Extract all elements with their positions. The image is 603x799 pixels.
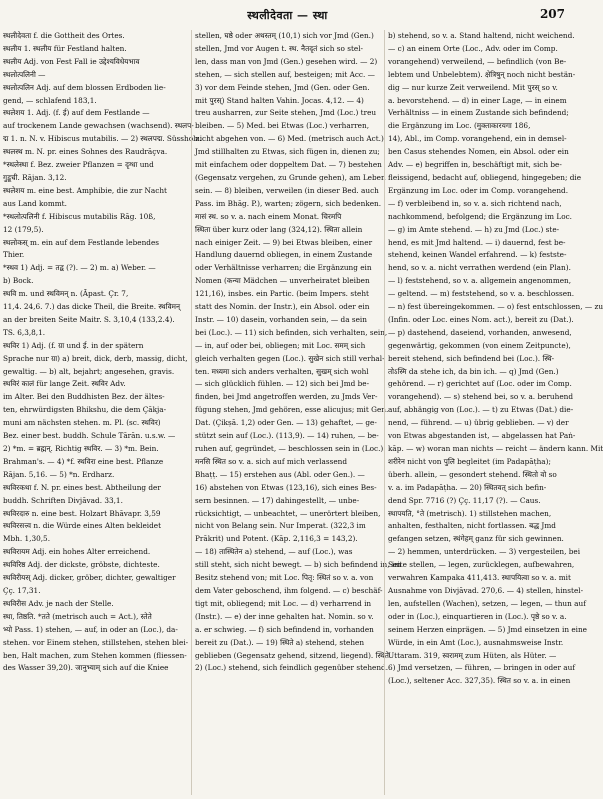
text-line: Seite stellen, — legen, zurücklegen, aufbewahren,	[388, 560, 575, 570]
text-line: — f) verbleibend in, so v. a. sich richtend nach,	[388, 198, 562, 208]
text-line: ben, Halt machen, zum Stehen kommen (fliessen-	[3, 650, 187, 660]
text-line: nachkommend, befolgend; die Ergänzung im Loc.	[388, 211, 573, 221]
text-line: buddh. Schriften Divjāvad. 33,1.	[3, 495, 123, 505]
text-line: Verhältniss — in einem Zustande sich befindend;	[388, 108, 569, 118]
text-line: स्था, तिष्ठति. *तते (metrisch auch = Act.), स्तेते	[3, 611, 152, 621]
text-line: auf trockenem Lande gewachsen (wachsend). स्थलप-	[3, 121, 194, 131]
text-line: स्थलोत्पलिन Adj. auf dem blossen Erdboden lie-	[3, 82, 166, 92]
text-line: स्थविरसत्त्व n. die Würde eines Alten bekleidet	[3, 521, 162, 531]
text-line: Thier.	[3, 250, 25, 260]
text-line: स्थलस्थ m. N. pr. eines Sohnes des Raudrāçva.	[3, 147, 168, 157]
text-line: — 2) hemmen, unterdrücken. — 3) vergesteilen, bei	[388, 547, 581, 557]
text-line: statt des Nomin. der Instr.), ein Absol. oder ein	[195, 302, 370, 312]
text-line: stellen, घष्ठे oder अथस्तम् (10,1) sich vor Jmd (Gen.)	[195, 31, 374, 40]
text-line: ten, ehrwürdigsten Bhikshu, die dem Çākja-	[3, 405, 167, 415]
text-line: — c) an einem Orte (Loc., Adv. oder im Comp.	[388, 43, 558, 53]
text-line: Bhaṭṭ. — 15) erstehen aus (Abl. oder Gen.). —	[195, 469, 365, 479]
text-line: dend Spr. 7716 (?) Çç. 11,17 (?). — Caus.	[388, 495, 541, 505]
page-number: 207	[539, 7, 565, 21]
text-line: v. a. im Padapāṭha. — 20) स्थितवत् sich befin-	[388, 482, 547, 492]
text-line: स्थलीदेवता f. die Gottheit des Ortes.	[3, 31, 125, 40]
text-line: aus Land kommt.	[3, 198, 67, 208]
text-line: 3) vor dem Feinde stehen, Jmd (Gen. oder Gen.	[195, 82, 370, 92]
text-line: finden, bei Jmd angetroffen werden, zu Jmds Ver-	[195, 392, 378, 402]
text-line: Jmd stillhalten zu Etwas, sich fügen in, dienen zu;	[195, 147, 380, 157]
text-line: auf, abhängig von (Loc.). — t) zu Etwas (Dat.) die-	[388, 405, 574, 415]
text-line: Ausnahme von Divjāvad. 270,6. — 4) stellen, hinstel-	[388, 585, 584, 595]
text-line: मासं स्थ. so v. a. nach einem Monat. चिरमपि	[195, 211, 342, 221]
text-line: स्थविरकथा f. N. pr. eines best. Abtheilung der	[3, 482, 161, 492]
text-line: sern besinnen. — 17) dahingestellt, — unbe-	[195, 495, 360, 505]
text-line: स्थविरिष्ठ Adj. der dickste, gröbste, dichteste.	[3, 560, 160, 570]
text-line: gend, — schlafend 183,1.	[3, 95, 97, 105]
text-line: Rājan. 5,16. — 5) *n. Erdharz.	[3, 469, 115, 479]
text-line: स्थविरदारु n. eine best. Holzart Bhāvapr. 3,59	[3, 508, 161, 518]
text-line: an der breiten Seite Maitr. S. 3,10,4 (133,2.4).	[3, 314, 175, 324]
text-line: — in, auf oder bei, obliegen; mit Loc. समम् sich	[195, 340, 366, 350]
text-line: von Etwas abgestanden ist, — abgelassen hat Paṅ-	[388, 431, 576, 441]
text-line: तोऽस्मि da stehe ich, da bin ich. — q) Jmd (Gen.)	[388, 366, 559, 376]
text-line: im Alter. Bei den Buddhisten Bez. der ältes-	[3, 392, 165, 402]
text-line: स्थलोकस् m. ein auf dem Festlande lebendes	[3, 237, 160, 247]
text-line: 12 (179,5).	[3, 224, 44, 234]
column-3	[384, 30, 603, 795]
text-line: gegenwärtig, gekommen (von einem Zeitpuncte),	[388, 340, 571, 350]
text-line: hend, so v. a. nicht verrathen werdend (ein Plan).	[388, 263, 571, 273]
text-line: द्म 1. n. N. v. Hibiscus mutabilis. — 2) स्थलपद्म. Süssholz.	[3, 134, 202, 144]
text-line: स्थवि m. und स्थविमन् n. (Āpast. Çr. 7,	[3, 289, 129, 299]
text-line: gewaltig. — b) alt, bejahrt; angesehen, gravis.	[3, 366, 175, 376]
text-line: Nomen (कन्या Mädchen — unverheiratet bleiben	[195, 276, 370, 286]
text-line: die Ergänzung im Loc. (मुक्ताकारयगा 186,	[388, 121, 531, 131]
text-line: stellen, Jmd vor Augen t. स्थ. नैतदृतं sich so stel-	[195, 43, 364, 53]
text-line: dig — nur kurze Zeit verweilend. Mit पुरस् so v.	[388, 82, 558, 92]
text-line: treu ausharren, zur Seite stehen, Jmd (Loc.) treu	[195, 108, 377, 118]
text-line: bereit stehend, sich befindend bei (Loc.). स्थि-	[388, 353, 555, 363]
text-line: स्थलीय Adj. von Fest Fall ie उद्देश्यविधेयभाव	[3, 56, 140, 66]
text-line: mit einfachem oder doppeltem Dat. — 7) bestehen	[195, 160, 382, 170]
running-head: स्थलीदेवता — स्था	[247, 9, 328, 22]
text-line: Mbh. 1,30,5.	[3, 534, 51, 544]
text-line: b) Bock.	[3, 276, 34, 286]
text-line: *स्थलेस्था f. Bez. zweier Pflanzen = दृग्धा und	[3, 160, 154, 170]
text-line: *स्थलोत्पलिनी f. Hibiscus mutabilis Rāg. 10ß,	[3, 211, 156, 221]
column-2	[191, 30, 402, 795]
text-line: — sich glücklich fühlen. — 12) sich bei Jmd be-	[195, 379, 370, 389]
text-line: Çç. 17,31.	[3, 585, 41, 595]
text-line: gleich verhalten gegen (Loc.). सुखेन sich still verhal-	[195, 353, 385, 363]
text-line: 6) Jmd versetzen, — führen, — bringen in oder auf	[388, 663, 576, 673]
text-line: Adv. — e) begriffen in, beschäftigt mit, sich be-	[388, 160, 562, 170]
text-line: seinem Herzen einprägen. — 5) Jmd einsetzen in eine	[388, 624, 588, 634]
text-line: Bez. einer best. buddh. Schule Tārān. u.s.w. —	[3, 431, 176, 441]
text-line: Würde, in ein Amt (Loc.), ausnahmsweise Instr.	[388, 637, 564, 647]
text-line: fleissigend, bedacht auf, obliegend, hingegeben; die	[388, 172, 582, 182]
text-line: stehen, — sich stellen auf, besteigen; mit Acc. —	[195, 69, 375, 79]
text-line: Pass. im Bhāg. P.), warten; zögern, sich bedenken.	[195, 198, 382, 208]
text-line: anhalten, festhalten, nicht fortlassen. बद्ध Jmd	[388, 521, 556, 531]
text-line: len, aufstellen (Wachen), setzen, — legen, — thun auf	[388, 598, 586, 608]
text-line: स्थिता über kurz oder lang (324,12). स्थिता allein	[195, 224, 363, 234]
text-line: gefangen setzen, स्थंगेहम् ganz für sich gewinnen.	[388, 534, 564, 544]
text-line: Ergänzung im Loc. oder im Comp. vorangehend.	[388, 185, 569, 195]
text-line: स्थलेशय m. eine best. Amphibie, die zur Nacht	[3, 185, 167, 195]
text-line: (Gegensatz vergehen, zu Grunde gehen), am Leben	[195, 172, 386, 182]
text-line: nach einiger Zeit. — 9) bei Etwas bleiben, einer	[195, 237, 373, 247]
text-line: *स्थव 1) Adj. = तद्व (?). — 2) m. a) Weber. —	[3, 263, 156, 273]
text-line: Prākrit) und Potent. (Kāp. 2,116,3 = 143,2).	[195, 534, 358, 544]
text-line: — n) fest übereingekommen. — o) fest entschlossen, — zu	[388, 302, 603, 312]
text-line: Besitz stehend von; mit Loc. पितृ: स्थितं so v. a. von	[195, 573, 374, 583]
text-line: ten. मध्यमा sich anders verhalten, सुखम् sich wohl	[195, 366, 369, 376]
column-1	[2, 30, 202, 795]
text-line: स्थविरीयस् Adj. dicker, gröber, dichter, gewaltiger	[3, 573, 176, 583]
text-line: dem Vater geboschend, ihm folgend. — c) beschäf-	[195, 585, 383, 595]
text-line: muni am nächsten stehen. m. Pl. (sc. स्थविर)	[3, 418, 161, 428]
text-line: स्थलेशय 1. Adj. (f. ई) auf dem Festlande —	[3, 108, 150, 118]
text-line: vorangehend) verweilend, — befindlich (von Be-	[388, 56, 567, 66]
text-line: (Instr.). — e) der inne gehalten hat. Nomin. so v.	[195, 611, 374, 621]
text-line: stehend, keinen Wandel erfahrend. — k) festste-	[388, 250, 567, 260]
text-line: sein. — 8) bleiben, verweilen (in dieser Bed. auch	[195, 185, 379, 195]
text-line: kāp. — w) woran man nichts — reicht — ändern kann. Mit	[388, 444, 603, 453]
text-line: ben Casus stehendes Nomen, ein Absol. oder ein	[388, 147, 569, 157]
text-line: 11,4. 24,6. 7.) das dicke Theil, die Breite. स्थविमन्	[3, 302, 181, 312]
text-line: ruhen auf, gegründet, — beschlossen sein in (Loc.).	[195, 444, 386, 453]
text-line: (Infin. oder Loc. eines Nom. act.), bereit zu (Dat.).	[388, 314, 574, 324]
text-line: Handlung dauernd obliegen, in einem Zustande	[195, 250, 373, 260]
text-columns	[2, 30, 603, 795]
text-line: — l) feststehend, so v. a. allgemein angenommen,	[388, 276, 572, 286]
text-line: 14), Abl., im Comp. vorangehend, ein in demsel-	[388, 134, 567, 144]
text-line: Sprache nur ग्रा) a) breit, dick, derb, massig, dicht,	[3, 353, 188, 363]
text-line: मनसि स्थित so v. a. sich auf mich verlassend	[195, 456, 348, 466]
text-line: b) stehend, so v. a. Stand haltend, nicht weichend.	[388, 31, 575, 40]
text-line: bereit zu (Dat.). — 19) स्थिते a) stehend, stehen	[195, 637, 365, 647]
text-line: Uttaram. 319, स्वरामम् zum Hüten, als Hüter. —	[388, 650, 557, 660]
text-line: (Loc.), seltener Acc. 327,35). स्थित so v. a. in einen	[388, 676, 571, 686]
text-line: stützt sein auf (Loc.). (113,9). — 14) ruhen, — be-	[195, 431, 379, 441]
text-line: oder Verhältnisse verharren; die Ergänzung ein	[195, 263, 372, 273]
text-line: गुडूची. Rājan. 3,12.	[3, 172, 67, 182]
text-line: a. er schwieg. — f) sich befindend in, vorhanden	[195, 624, 374, 634]
text-line: स्थविरं कालं für lange Zeit. स्थविर Adv.	[3, 379, 126, 389]
text-line: vorangehend). — s) stehend bei, so v. a. beruhend	[388, 392, 574, 402]
text-line: mit पुरस्) Stand halten Vahin. Jocas. 4,12. — 4)	[195, 95, 364, 105]
text-line: fügung stehen, Jmd gehören, esse alicujus; mit Gen.	[195, 405, 389, 415]
text-line: 16) abstehen von Etwas (123,16), sich eines Bes-	[195, 482, 377, 492]
text-line: शरीरेन nicht von पुलि begleitet (im Padapāṭha);	[388, 456, 551, 466]
text-line: rücksichtigt, — unbeachtet, — unerörtert bleiben,	[195, 508, 381, 518]
text-line: hend, es mit Jmd haltend. — i) dauernd, fest be-	[388, 237, 566, 247]
text-line: Dat. (Çikṣā. 1,2) oder Gen. — 13) gehaftet, — ge-	[195, 418, 377, 428]
text-line: überh. allein, — gesondert stehend. स्थितो वो so	[388, 469, 557, 479]
text-line: a. bevorstehend. — d) in einer Lage, — in einem	[388, 95, 567, 105]
text-line: nicht abgehen von. — 6) Med. (metrisch auch Act.)	[195, 134, 384, 144]
text-line: — 18) तास्थितेन a) stehend, — auf (Loc.), was	[195, 547, 353, 557]
text-line: स्थविरीस Adv. je nach der Stelle.	[3, 598, 114, 608]
text-line: lebtem und Unbelebtem). क्षेत्रिषुन् noch nicht bestän-	[388, 69, 576, 79]
text-line: स्थविर 1) Adj. (f. ग्रा und ई. in der spätern	[3, 340, 144, 350]
text-line: स्थविरायम Adj. ein hohes Alter erreichend.	[3, 547, 151, 557]
text-line: verwahren Kampaka 411,413. स्थापयित्वा so v. a. mit	[388, 573, 571, 583]
page-header	[0, 6, 575, 24]
text-line: still steht, sich nicht bewegt. — b) sich befindend in, im	[195, 560, 402, 570]
text-line: — p) dastehend, daseiend, vorhanden, anwesend,	[388, 327, 572, 337]
text-line: tigt mit, obliegend; mit Loc. — d) verharrend in	[195, 598, 372, 608]
text-line: bei (Loc.). — 11) sich befinden, sich verhalten, sein,	[195, 327, 388, 337]
text-line: स्थापयति, °ते (metrisch). 1) stillstehen machen,	[388, 508, 552, 518]
text-line: — g) im Amte stehend. — h) zu Jmd (Loc.) ste-	[388, 224, 560, 234]
text-line: भ्यो Pass. 1) stehen, — auf, in oder an (Loc.), da-	[3, 624, 178, 634]
text-line: oder in (Loc.), einquartieren in (Loc.). पृष्ठे so v. a.	[388, 611, 567, 621]
text-line: — geltend. — m) feststehend, so v. a. beschlossen.	[388, 289, 575, 299]
text-line: bleiben. — 5) Med. bei Etwas (Loc.) verharren,	[195, 121, 370, 131]
text-line: stehen. vor Einem stehen, stillstehen, stehen blei-	[3, 637, 189, 647]
text-line: nend, — führend. — u) übrig geblieben. — v) der	[388, 418, 569, 428]
text-line: des Wasser 39,20). जानुभ्याम् sich auf die Kniee	[3, 663, 169, 673]
text-line: gehörend. — r) gerichtet auf (Loc. oder im Comp.	[388, 379, 572, 389]
text-line: 2) *m. = ब्रह्मन्. Richtig स्थविर. — 3) *m. Bein.	[3, 444, 159, 453]
text-line: TS. 6,3,8,1.	[3, 327, 46, 337]
text-line: 2) (Loc.) stehend, sich feindlich gegenüber stehend.	[195, 663, 389, 673]
text-line: len, dass man von Jmd (Gen.) gesehen wird. — 2)	[195, 56, 378, 66]
text-line: geblieben (Gegensatz gehend, sitzend, liegend). स्थिते	[195, 650, 389, 660]
text-line: स्थलोत्पलिनी —	[3, 69, 46, 79]
text-line: Instr. — 10) dasein, vorhanden sein, — da sein	[195, 314, 367, 324]
text-line: Brahman's. — 4) *f. स्थविरा eine best. Pflanze	[3, 456, 164, 466]
text-line: 121,16), insbes. ein Partic. (beim Impers. steht	[195, 289, 369, 299]
text-line: nicht von Belang sein. Nur Imperat. (322,3 im	[195, 521, 366, 531]
text-line: स्थलीय 1. स्थलीय für Festland halten.	[3, 43, 127, 53]
